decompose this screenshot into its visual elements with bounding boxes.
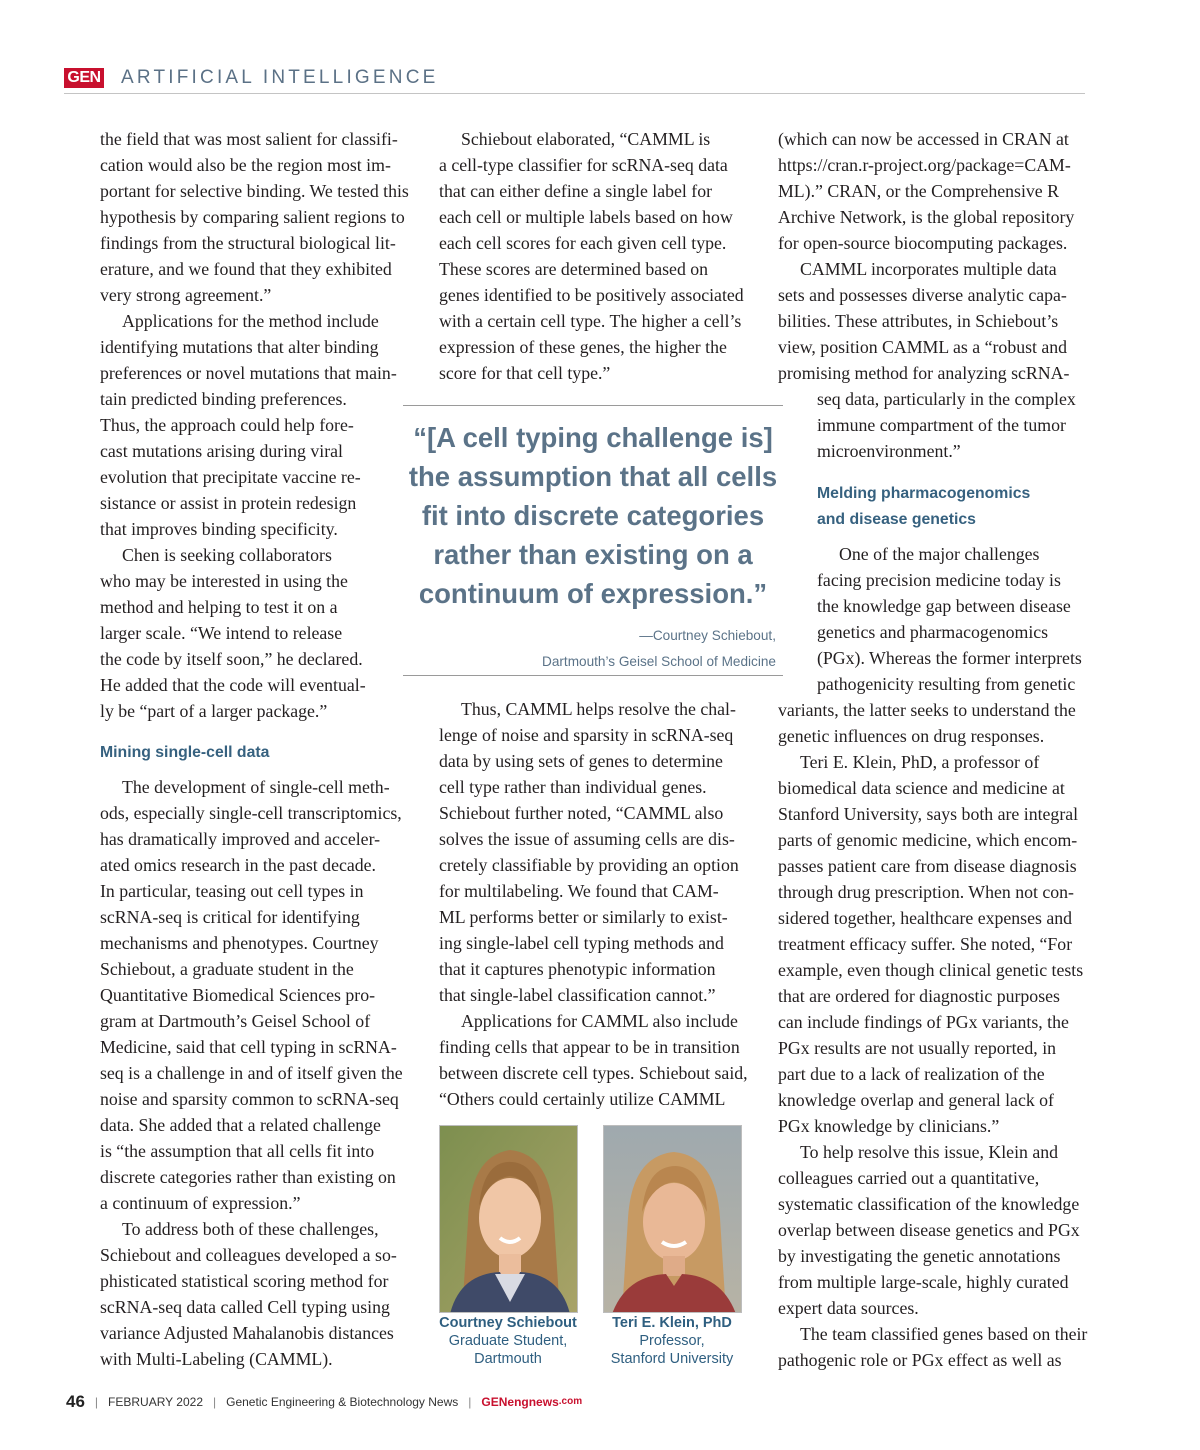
text-line: cell type rather than individual genes. [439, 777, 707, 797]
text-line: the code by itself soon,” he declared. [100, 649, 363, 669]
text-line: genes identified to be positively associated [439, 285, 744, 305]
text-line: has dramatically improved and acceler- [100, 829, 381, 849]
text-line: Quantitative Biomedical Sciences pro- [100, 985, 376, 1005]
col3-paragraph-6 [778, 1321, 1093, 1373]
text-line: expression of these genes, the higher the [439, 337, 727, 357]
text-line: a continuum of expression.” [100, 1193, 301, 1213]
column-2-top [439, 126, 759, 386]
column-3-inset-2 [817, 541, 1097, 697]
text-line: variance Adjusted Mahalanobis distances [100, 1323, 394, 1343]
col3-paragraph-5 [778, 1139, 1093, 1321]
text-line: scRNA-seq data called Cell typing using [100, 1297, 390, 1317]
text-line: One of the major challenges [839, 544, 1040, 564]
text-line: Chen is seeking collaborators [122, 545, 332, 565]
text-line: treatment efficacy suffer. She noted, “For [778, 934, 1073, 954]
text-line: promising method for analyzing scRNA- [778, 363, 1070, 383]
col1-paragraph-1 [100, 126, 410, 308]
text-line: from multiple large-scale, highly curated [778, 1272, 1069, 1292]
column-3-inset-1 [817, 386, 1097, 464]
text-line: data by using sets of genes to determine [439, 751, 723, 771]
text-line: lenge of noise and sparsity in scRNA-seq [439, 725, 734, 745]
col3-paragraph-2 [778, 256, 1093, 386]
text-line: discrete categories rather than existing on [100, 1167, 396, 1187]
text-line: bilities. These attributes, in Schiebout’s [778, 311, 1059, 331]
text-line: ing single-label cell typing methods and [439, 933, 724, 953]
text-line: the field that was most salient for classifi- [100, 129, 398, 149]
text-line: can include findings of PGx variants, the [778, 1012, 1069, 1032]
column-1-lower [100, 774, 410, 1372]
col1-paragraph-5 [100, 1216, 410, 1372]
text-line: immune compartment of the tumor [817, 415, 1066, 435]
pull-quote-attribution [420, 627, 776, 679]
text-line: The development of single-cell meth- [122, 777, 390, 797]
text-line: Thus, CAMML helps resolve the chal- [461, 699, 736, 719]
text-line: To address both of these challenges, [122, 1219, 379, 1239]
text-line: noise and sparsity common to scRNA-seq [100, 1089, 399, 1109]
text-line: parts of genomic medicine, which encom- [778, 830, 1078, 850]
text-line: continuum of expression.” [418, 578, 768, 609]
text-line: Teri E. Klein, PhD, a professor of [800, 752, 1040, 772]
text-line: scRNA-seq is critical for identifying [100, 907, 360, 927]
text-line: PGx results are not usually reported, in [778, 1038, 1057, 1058]
text-line: a cell-type classifier for scRNA-seq data [439, 155, 728, 175]
text-line: Dartmouth’s Geisel School of Medicine [542, 654, 776, 669]
text-line: with Multi-Labeling (CAMML). [100, 1349, 333, 1369]
column-3-top [778, 126, 1093, 386]
text-line: finding cells that appear to be in transition [439, 1037, 740, 1057]
text-line: rather than existing on a [433, 539, 753, 570]
text-line: Schiebout and colleagues developed a so- [100, 1245, 397, 1265]
text-line: variants, the latter seeks to understand the [778, 700, 1076, 720]
text-line: is “the assumption that all cells fit into [100, 1141, 375, 1161]
page-header [64, 66, 1085, 94]
caption-title: Graduate Student, [448, 1333, 568, 1349]
text-line: findings from the structural biological lit- [100, 233, 396, 253]
text-line: Stanford University, says both are integral [778, 804, 1079, 824]
col2-paragraph-2 [439, 696, 759, 1008]
text-line: sets and possesses diverse analytic capa- [778, 285, 1067, 305]
col3-paragraph-1 [778, 126, 1093, 256]
page-number: 46 [66, 1391, 85, 1411]
photo-teri-klein [603, 1125, 742, 1313]
col3-paragraph-3 [817, 541, 1097, 697]
photo-courtney-schiebout [439, 1125, 578, 1313]
column-3-bottom [778, 697, 1093, 1373]
col2-paragraph-1 [439, 126, 759, 386]
text-line: the assumption that all cells [408, 461, 778, 492]
text-line: who may be interested in using the [100, 571, 348, 591]
footer-divider: | [94, 1394, 99, 1409]
text-line: tain predicted binding preferences. [100, 389, 347, 409]
subhead-melding-pharmacogenomics [817, 481, 1030, 533]
text-line: He added that the code will eventual- [100, 675, 366, 695]
text-line: with a certain cell type. The higher a cell’s [439, 311, 742, 331]
text-line: colleagues carried out a quantitative, [778, 1168, 1040, 1188]
text-line: through drug prescription. When not con- [778, 882, 1074, 902]
text-line: sidered together, healthcare expenses and [778, 908, 1073, 928]
pull-quote-bottom-rule [403, 675, 783, 676]
caption-title: Professor, [639, 1333, 705, 1349]
text-line: view, position CAMML as a “robust and [778, 337, 1068, 357]
text-line: that improves binding specificity. [100, 519, 338, 539]
text-line: sistance or assist in protein redesign [100, 493, 357, 513]
text-line: ly be “part of a larger package.” [100, 701, 328, 721]
text-line: Medicine, said that cell typing in scRNA- [100, 1037, 397, 1057]
text-line: The team classified genes based on their [800, 1324, 1088, 1344]
text-line: for open-source biocomputing packages. [778, 233, 1068, 253]
text-line: mechanisms and phenotypes. Courtney [100, 933, 379, 953]
text-line: CAMML incorporates multiple data [800, 259, 1057, 279]
website-link[interactable]: GENengnews [481, 1394, 559, 1409]
text-line: fit into discrete categories [421, 500, 765, 531]
text-line: gram at Dartmouth’s Geisel School of [100, 1011, 371, 1031]
section-title: ARTIFICIAL INTELLIGENCE [121, 67, 439, 88]
text-line: ML).” CRAN, or the Comprehensive R [778, 181, 1060, 201]
footer-divider: | [213, 1394, 217, 1409]
text-line: each cell or multiple labels based on how [439, 207, 733, 227]
text-line: that are ordered for diagnostic purposes [778, 986, 1060, 1006]
text-line: knowledge overlap and general lack of [778, 1090, 1054, 1110]
text-line: systematic classification of the knowledge [778, 1194, 1080, 1214]
text-line: https://cran.r-project.org/package=CAM- [778, 155, 1071, 175]
text-line: Thus, the approach could help fore- [100, 415, 354, 435]
text-line: larger scale. “We intend to release [100, 623, 343, 643]
caption-name: Teri E. Klein, PhD [612, 1315, 732, 1331]
text-line: between discrete cell types. Schiebout said, [439, 1063, 748, 1083]
text-line: passes patient care from disease diagnosis [778, 856, 1077, 876]
caption-name: Courtney Schiebout [439, 1315, 577, 1331]
caption-courtney-schiebout [428, 1314, 588, 1368]
text-line: In particular, teasing out cell types in [100, 881, 364, 901]
text-line: To help resolve this issue, Klein and [800, 1142, 1059, 1162]
col1-paragraph-4 [100, 774, 410, 1216]
page-footer [66, 1390, 582, 1412]
pull-quote-top-rule [403, 405, 783, 406]
text-line: by investigating the genetic annotations [778, 1246, 1061, 1266]
text-line: seq data, particularly in the complex [817, 389, 1076, 409]
text-line: (which can now be accessed in CRAN at [778, 129, 1069, 149]
text-line: expert data sources. [778, 1298, 919, 1318]
gen-logo: GEN [64, 68, 104, 88]
text-line: Schiebout, a graduate student in the [100, 959, 354, 979]
text-line: very strong agreement.” [100, 285, 272, 305]
text-line: —Courtney Schiebout, [639, 628, 776, 643]
caption-org: Dartmouth [474, 1351, 542, 1367]
text-line: each cell scores for each given cell type. [439, 233, 727, 253]
text-line: data. She added that a related challenge [100, 1115, 381, 1135]
text-line: cast mutations arising during viral [100, 441, 343, 461]
text-line: ML performs better or similarly to exist- [439, 907, 728, 927]
col1-paragraph-3 [100, 542, 410, 724]
text-line: method and helping to test it on a [100, 597, 338, 617]
text-line: Applications for the method include [122, 311, 379, 331]
text-line: biomedical data science and medicine at [778, 778, 1065, 798]
text-line: ated omics research in the past decade. [100, 855, 376, 875]
text-line: preferences or novel mutations that main- [100, 363, 397, 383]
subhead-mining-single-cell: Mining single-cell data [100, 744, 270, 761]
text-line: seq is a challenge in and of itself given the [100, 1063, 403, 1083]
text-line: identifying mutations that alter binding [100, 337, 379, 357]
text-line: cation would also be the region most im- [100, 155, 391, 175]
caption-teri-klein [592, 1314, 752, 1368]
text-line: and disease genetics [817, 511, 976, 528]
website-link-tld[interactable]: .com [558, 1395, 583, 1407]
text-line: that single-label classification cannot.” [439, 985, 716, 1005]
text-line: Melding pharmacogenomics [817, 485, 1031, 502]
publication-name: Genetic Engineering & Biotechnology News [226, 1394, 459, 1409]
text-line: score for that cell type.” [439, 363, 611, 383]
text-line: portant for selective binding. We tested this [100, 181, 409, 201]
text-line: part due to a lack of realization of the [778, 1064, 1045, 1084]
text-line: genetics and pharmacogenomics [817, 622, 1049, 642]
text-line: hypothesis by comparing salient regions to [100, 207, 405, 227]
text-line: solves the issue of assuming cells are dis- [439, 829, 735, 849]
col3-paragraph-4 [778, 749, 1093, 1139]
caption-org: Stanford University [610, 1351, 734, 1367]
text-line: pathogenicity resulting from genetic [817, 674, 1076, 694]
text-line: that it captures phenotypic information [439, 959, 716, 979]
text-line: ods, especially single-cell transcriptomics, [100, 803, 402, 823]
text-line: the knowledge gap between disease [817, 596, 1071, 616]
text-line: microenvironment.” [817, 441, 961, 461]
text-line: facing precision medicine today is [817, 570, 1061, 590]
text-line: (PGx). Whereas the former interprets [817, 648, 1082, 668]
column-2-bottom [439, 696, 759, 1112]
text-line: Schiebout elaborated, “CAMML is [461, 129, 711, 149]
footer-divider: | [468, 1394, 472, 1409]
text-line: example, even though clinical genetic tests [778, 960, 1084, 980]
text-line: pathogenic role or PGx effect as well as [778, 1350, 1062, 1370]
text-line: Schiebout further noted, “CAMML also [439, 803, 724, 823]
text-line: Archive Network, is the global repository [778, 207, 1075, 227]
text-line: These scores are determined based on [439, 259, 709, 279]
issue-date: FEBRUARY 2022 [108, 1394, 203, 1409]
pull-quote [400, 418, 786, 613]
text-line: “[A cell typing challenge is] [413, 422, 773, 453]
col3-paragraph-2-continued [817, 386, 1097, 464]
text-line: phisticated statistical scoring method for [100, 1271, 389, 1291]
col1-paragraph-2 [100, 308, 410, 542]
text-line: “Others could certainly utilize CAMML [439, 1089, 726, 1109]
text-line: for multilabeling. We found that CAM- [439, 881, 719, 901]
column-1 [100, 126, 410, 724]
text-line: cretely classifiable by providing an option [439, 855, 739, 875]
text-line: Applications for CAMML also include [461, 1011, 738, 1031]
text-line: overlap between disease genetics and PGx [778, 1220, 1080, 1240]
text-line: PGx knowledge by clinicians.” [778, 1116, 1000, 1136]
text-line: that can either define a single label for [439, 181, 713, 201]
text-line: evolution that precipitate vaccine re- [100, 467, 361, 487]
col2-paragraph-3 [439, 1008, 759, 1112]
col3-paragraph-3-continued [778, 697, 1093, 749]
text-line: genetic influences on drug responses. [778, 726, 1045, 746]
text-line: erature, and we found that they exhibited [100, 259, 392, 279]
